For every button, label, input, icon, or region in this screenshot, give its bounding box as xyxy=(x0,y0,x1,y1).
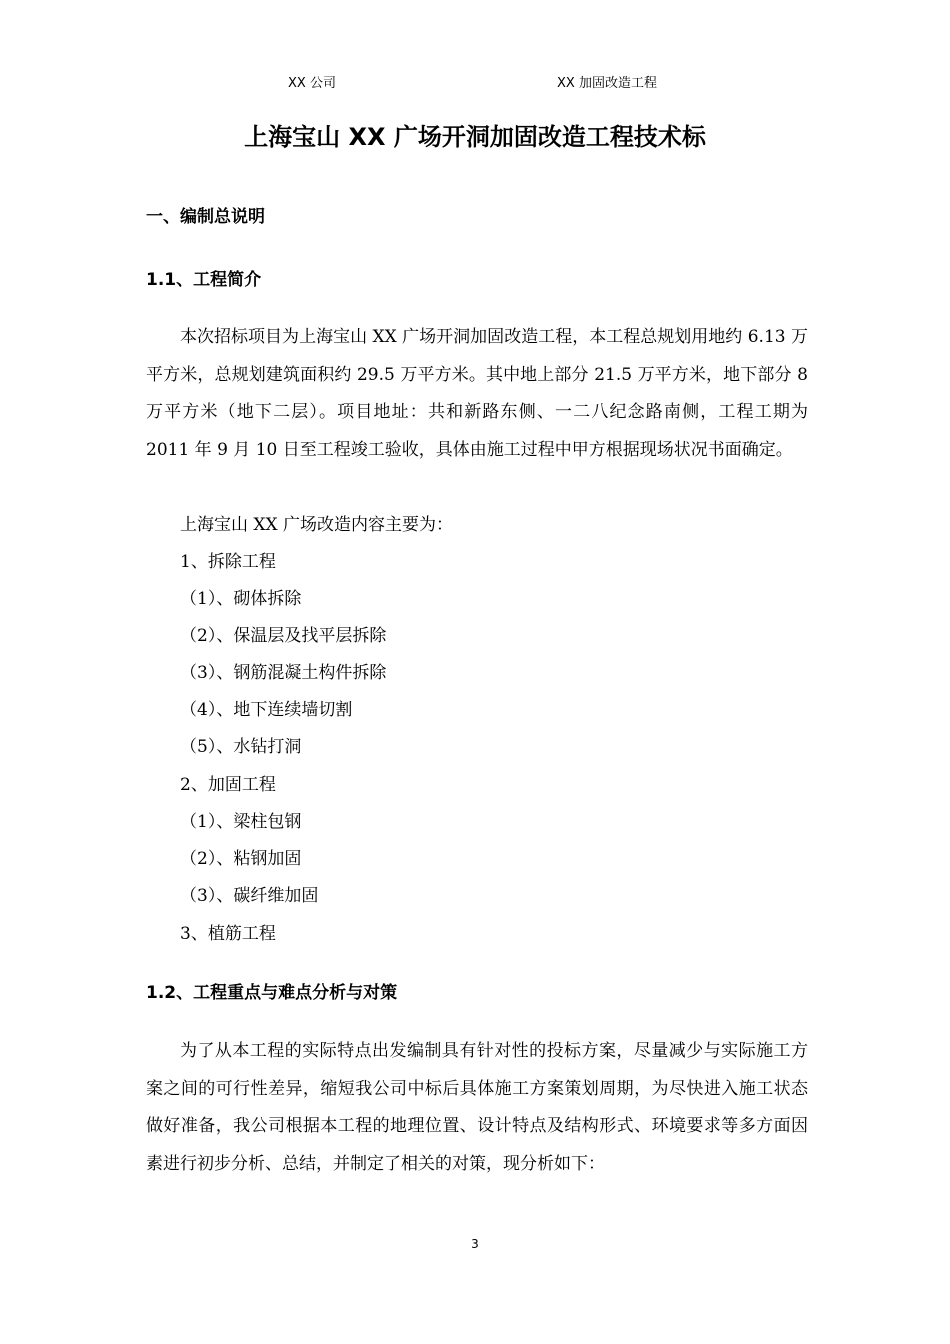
document-title: 上海宝山 XX 广场开洞加固改造工程技术标 xyxy=(244,123,706,151)
list-item: （3）、碳纤维加固 xyxy=(180,886,319,906)
list-item: （1）、梁柱包钢 xyxy=(180,812,302,832)
list-item: 3、植筋工程 xyxy=(180,924,276,944)
page-number: 3 xyxy=(471,1237,479,1251)
list-item: （5）、水钻打洞 xyxy=(180,737,302,757)
project-intro-paragraph: 本次招标项目为上海宝山 XX 广场开洞加固改造工程，本工程总规划用地约 6.13 万平方米，总规划建筑面积约 29.5 万平方米。其中地上部分 21.5 万平方米，地下部分 8 万平方米（地下二层）。项目地址：共和新路东侧、一二八纪念路南侧，工程工期为 2011 年 9 月 10 日至工程竣工验收，具体由施工过程中甲方根据现场状况书面确定。 xyxy=(146,327,808,460)
list-item: （3）、钢筋混凝土构件拆除 xyxy=(180,663,387,683)
section-heading-1: 一、编制总说明 xyxy=(146,207,265,227)
subsection-heading-1-1: 1.1、工程简介 xyxy=(146,270,262,290)
list-item: 1、拆除工程 xyxy=(180,552,276,572)
scope-intro-line: 上海宝山 XX 广场改造内容主要为： xyxy=(180,515,454,535)
list-item: （4）、地下连续墙切割 xyxy=(180,700,353,720)
list-item: （1）、砌体拆除 xyxy=(180,589,302,609)
list-item: （2）、粘钢加固 xyxy=(180,849,302,869)
header-company: XX 公司 xyxy=(288,76,336,91)
list-item: 2、加固工程 xyxy=(180,775,276,795)
list-item: （2）、保温层及找平层拆除 xyxy=(180,626,387,646)
subsection-heading-1-2: 1.2、工程重点与难点分析与对策 xyxy=(146,983,398,1003)
analysis-paragraph: 为了从本工程的实际特点出发编制具有针对性的投标方案，尽量减少与实际施工方案之间的可行性差异，缩短我公司中标后具体施工方案策划周期，为尽快进入施工状态做好准备，我公司根据本工程的地理位置、设计特点及结构形式、环境要求等多方面因素进行初步分析、总结，并制定了相关的对策，现分析如下： xyxy=(146,1041,808,1174)
header-project: XX 加固改造工程 xyxy=(557,76,657,91)
